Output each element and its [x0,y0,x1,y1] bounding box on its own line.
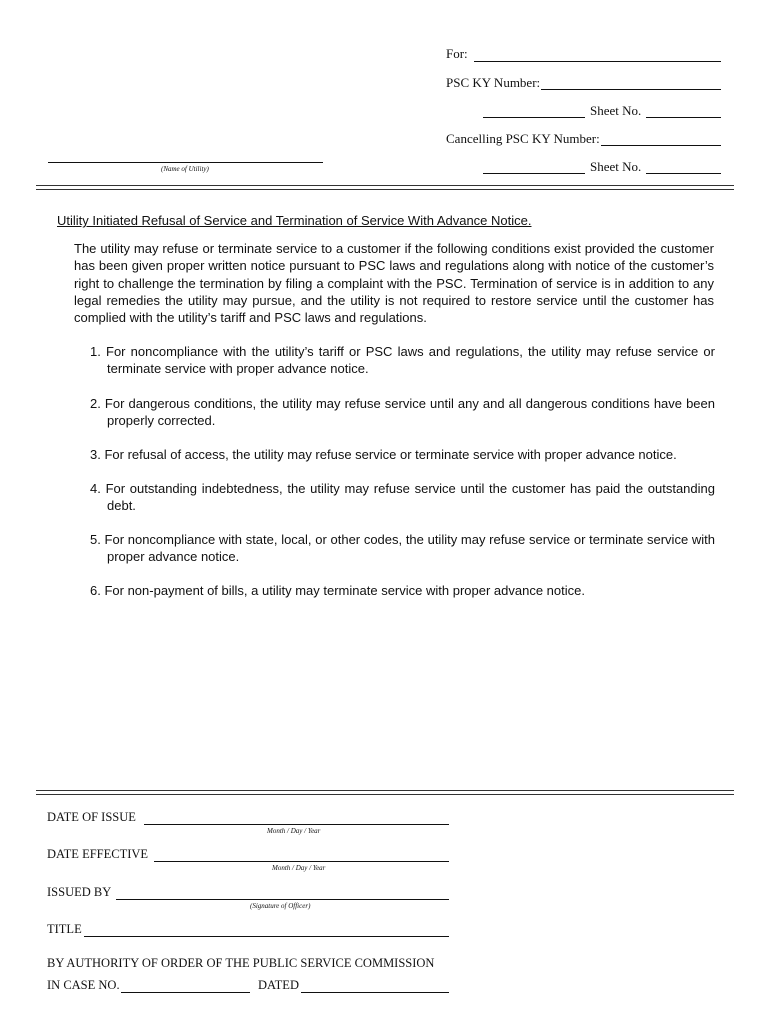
condition-item [90,446,715,463]
date-of-issue-field[interactable] [144,824,449,825]
issued-by-label: ISSUED BY [47,885,112,899]
header-divider [36,185,734,190]
utility-name-caption: (Name of Utility) [161,165,209,173]
condition-number: 6. [90,583,101,598]
condition-item [90,343,715,378]
authority-text: BY AUTHORITY OF ORDER OF THE PUBLIC SERVICE COMMISSION [47,956,435,970]
case-no-field[interactable] [121,992,250,993]
sheet-no-label-2: Sheet No. [590,159,642,174]
condition-number: 4. [90,481,101,496]
utility-name-field[interactable] [48,162,323,163]
condition-number: 1. [90,344,101,359]
condition-item [90,480,715,515]
condition-item [90,582,715,599]
dated-field[interactable] [301,992,449,993]
condition-text: For dangerous conditions, the utility may refuse service until any and all dangerous conditions have been properly corrected. [104,396,715,429]
issued-by-field[interactable] [116,899,449,900]
condition-item [90,531,715,566]
title-label: TITLE [47,922,82,936]
intro-paragraph: The utility may refuse or terminate service to a customer if the following conditions exist provided the customer has been given proper written notice pursuant to PSC laws and regulations along with notice of the customer’s right to challenge the termination by filing a complaint with the PSC. Termination of service is in addition to any legal remedies the utility may pursue, and the utility is not required to restore service until the customer has complied with the utility’s tariff and PSC laws and regulations. [74,241,714,326]
cancelling-psc-field[interactable] [601,145,721,146]
condition-number: 5. [90,532,101,547]
condition-text: For non-payment of bills, a utility may terminate service with proper advance notice. [104,583,585,598]
title-field[interactable] [84,936,449,937]
sheet-prefix-field-1[interactable] [483,117,585,118]
for-label: For: [446,46,468,61]
sheet-prefix-field-2[interactable] [483,173,585,174]
date-effective-label: DATE EFFECTIVE [47,847,149,861]
condition-text: For noncompliance with the utility’s tariff or PSC laws and regulations, the utility may refuse service or terminate service with proper advance notice. [106,344,715,377]
date-effective-field[interactable] [154,861,449,862]
date-of-issue-caption: Month / Day / Year [267,827,321,835]
date-of-issue-label: DATE OF ISSUE [47,810,136,824]
condition-text: For refusal of access, the utility may refuse service or terminate service with proper advance notice. [104,447,677,462]
psc-number-field[interactable] [541,89,721,90]
condition-number: 2. [90,396,101,411]
psc-number-label: PSC KY Number: [446,75,541,90]
condition-text: For outstanding indebtedness, the utility may refuse service until the customer has paid the outstanding debt. [105,481,715,514]
sheet-no-field-2[interactable] [646,173,721,174]
section-title: Utility Initiated Refusal of Service and Termination of Service With Advance Notice. [57,213,532,228]
issued-by-caption: (Signature of Officer) [250,902,311,910]
condition-text: For noncompliance with state, local, or other codes, the utility may refuse service or terminate service with proper advance notice. [104,532,715,565]
dated-label: DATED [258,978,299,992]
sheet-no-field-1[interactable] [646,117,721,118]
sheet-no-label-1: Sheet No. [590,103,642,118]
condition-item [90,395,715,430]
footer-divider [36,790,734,795]
for-field[interactable] [474,61,721,62]
date-effective-caption: Month / Day / Year [272,864,326,872]
cancelling-psc-label: Cancelling PSC KY Number: [446,131,600,146]
condition-number: 3. [90,447,101,462]
case-no-label: IN CASE NO. [47,978,120,992]
